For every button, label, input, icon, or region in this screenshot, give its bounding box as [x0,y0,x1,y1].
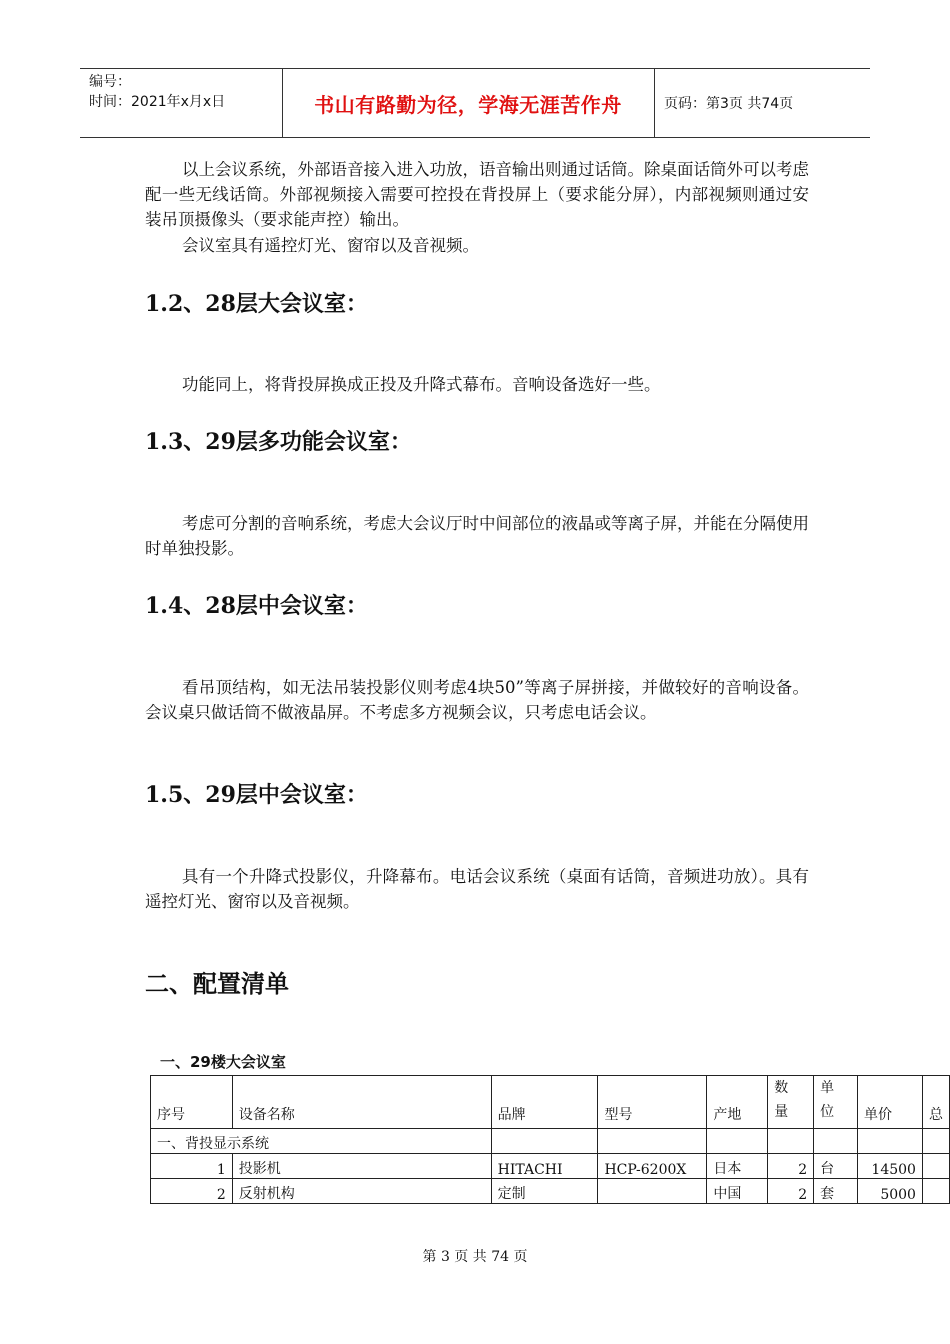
cell-unit: 套 [814,1179,858,1204]
cell-name: 投影机 [232,1154,491,1179]
header-meta [89,72,225,112]
heading-1-3: 1.3、29层多功能会议室： [145,429,412,455]
cell-origin: 日本 [707,1154,768,1179]
cell-name: 反射机构 [232,1179,491,1204]
paragraph-28f-medium-room: 看吊顶结构，如无法吊装投影仪则考虑4块50”等离子屏拼接，并做较好的音响设备。会议桌只做话筒不做液晶屏。不考虑多方视频会议，只考虑电话会议。 [145,678,809,722]
cell-qty: 2 [768,1179,814,1204]
paragraph-28f-large-room: 功能同上，将背投屏换成正投及升降式幕布。音响设备选好一些。 [182,375,661,394]
cell-price: 5000 [858,1179,923,1204]
cell-unit: 台 [814,1154,858,1179]
header-motto: 书山有路勤为径，学海无涯苦作舟 [314,92,622,117]
heading-1-4: 1.4、28层中会议室： [145,593,368,619]
table-cell [768,1129,814,1154]
cell-origin: 中国 [707,1179,768,1204]
table-cell [598,1129,707,1154]
col-unit-top: 单 [820,1080,835,1096]
table-title: 一、29楼大会议室 [160,1053,286,1071]
cell-total [922,1154,949,1179]
cell-brand: 定制 [491,1179,598,1204]
paragraph-29f-multifunction-room: 考虑可分割的音响系统，考虑大会议厅时中间部位的液晶或等离子屏，并能在分隔使用时单独投影。 [145,514,809,558]
heading-1-5: 1.5、29层中会议室： [145,782,368,808]
col-unit-bottom: 位 [820,1104,835,1120]
cell-price: 14500 [858,1154,923,1179]
table-cell [814,1129,858,1154]
col-seq: 序号 [151,1076,233,1129]
page-footer: 第 3 页 共 74 页 [422,1249,528,1265]
paragraph-29f-medium-room: 具有一个升降式投影仪，升降幕布。电话会议系统（桌面有话筒，音频进功放）。具有遥控灯光、窗帘以及音视频。 [145,867,809,911]
cell-total [922,1179,949,1204]
col-brand: 品牌 [491,1076,598,1129]
col-total: 总 [922,1076,949,1129]
cell-brand: HITACHI [491,1154,598,1179]
table-header-row [151,1076,950,1129]
table-row [151,1179,950,1204]
col-origin: 产地 [707,1076,768,1129]
cell-seq: 2 [151,1179,233,1204]
table-cell [491,1129,598,1154]
cell-model [598,1179,707,1204]
col-price: 单价 [858,1076,923,1129]
col-model: 型号 [598,1076,707,1129]
table-group-row [151,1129,950,1154]
heading-1-2: 1.2、28层大会议室： [145,291,368,317]
section-title-config-list: 二、配置清单 [145,970,289,998]
cell-model: HCP-6200X [598,1154,707,1179]
table-cell [707,1129,768,1154]
table-cell [922,1129,949,1154]
col-qty-top: 数 [774,1080,789,1096]
document-number: 编号： [89,74,131,90]
col-unit [814,1076,858,1129]
table-cell [858,1129,923,1154]
col-qty [768,1076,814,1129]
header-page-number: 页码：第3页 共74页 [664,96,794,112]
paragraph-conference-system: 以上会议系统，外部语音接入进入功放，语音输出则通过话筒。除桌面话筒外可以考虑配一些无线话筒。外部视频接入需要可控投在背投屏上（要求能分屏），内部视频则通过安装吊顶摄像头（要求能声控）输出。 [145,160,809,229]
page-header [80,68,870,138]
col-qty-bottom: 量 [774,1104,789,1120]
cell-seq: 1 [151,1154,233,1179]
equipment-table [150,1075,950,1204]
cell-qty: 2 [768,1154,814,1179]
col-name: 设备名称 [232,1076,491,1129]
group-label: 一、背投显示系统 [151,1129,492,1154]
document-time: 时间：2021年x月x日 [89,94,226,110]
header-divider [654,69,655,137]
table-row [151,1154,950,1179]
paragraph-room-features: 会议室具有遥控灯光、窗帘以及音视频。 [182,236,479,255]
